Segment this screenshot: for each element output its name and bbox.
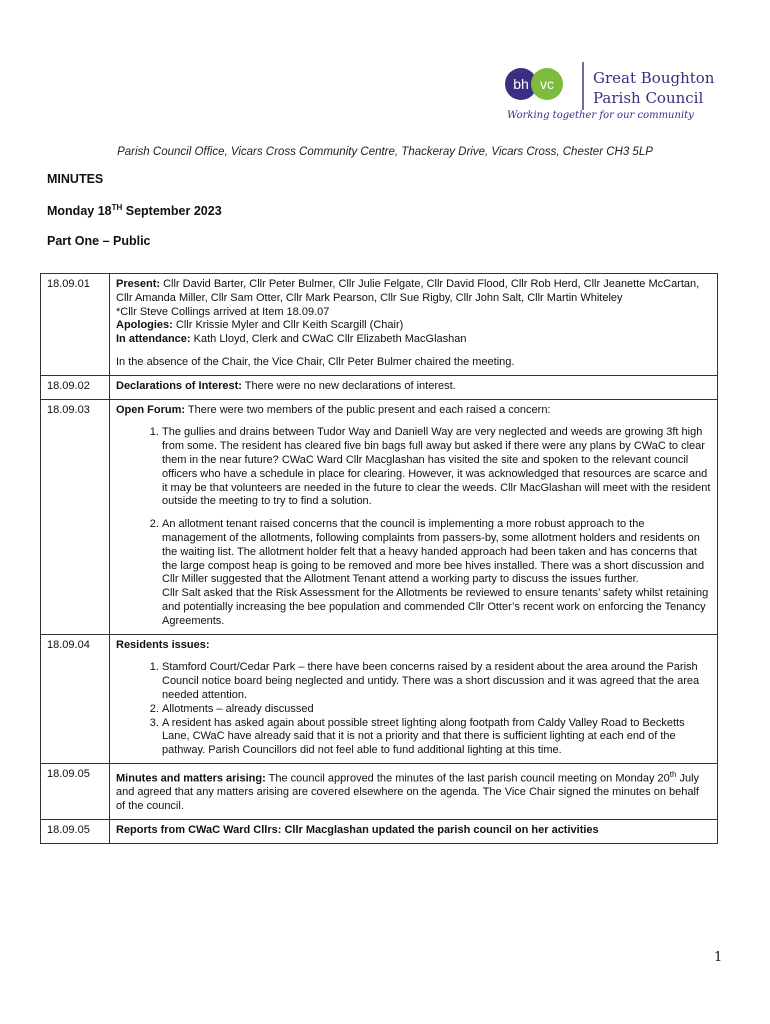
apologies-label: Apologies: — [116, 319, 173, 332]
list-item: 3. A resident has asked again about possible street lighting along footpath from Caldy Valley Road to Becketts Lane, CWaC have already said that it is not a priority and that there is sufficient lighting at each end of the pathway. Parish Councillors did not feel able to fund additional lighting at this time. — [162, 717, 711, 758]
minutes-text-b: July and agreed that any matters arising are covered elsewhere on the agenda. The Vice Chair signed the minutes on behalf of the council. — [116, 772, 700, 813]
residents-line — [116, 639, 711, 653]
logo-org-name — [593, 68, 714, 108]
list-item-followup: Cllr Salt asked that the Risk Assessment for the Allotments be reviewed to ensure tenants’ safety whilst retaining and potentially increasing the bee population and commended Cllr Otter’s recent work on enforcing the Tenancy Agreements. — [162, 587, 709, 627]
table-row — [41, 399, 718, 634]
declarations-text: There were no new declarations of interest. — [241, 379, 456, 392]
reports-text: Reports from CWaC Ward Cllrs: Cllr Macglashan updated the parish council on her activities — [116, 823, 599, 836]
minutes-line — [116, 768, 711, 814]
open-forum-text: There were two members of the public present and each raised a concern: — [185, 403, 551, 416]
list-item — [162, 518, 711, 628]
council-logo — [487, 50, 717, 130]
office-address: Parish Council Office, Vicars Cross Community Centre, Thackeray Drive, Vicars Cross, Chester CH3 5LP — [117, 146, 653, 158]
minutes-table — [40, 273, 718, 844]
item-ref: 18.09.01 — [41, 274, 110, 376]
chair-note: In the absence of the Chair, the Vice Chair, Cllr Peter Bulmer chaired the meeting. — [116, 355, 515, 368]
late-arrival: *Cllr Steve Collings arrived at Item 18.09.07 — [116, 305, 330, 318]
logo-name-line2: Parish Council — [593, 89, 704, 107]
present-text: Cllr David Barter, Cllr Peter Bulmer, Cllr Julie Felgate, Cllr David Flood, Cllr Rob Herd, Cllr Jeanette McCartan, Cllr Amanda Miller, Cllr Sam Otter, Cllr Mark Pearson, Cllr Sue Rigby, Cllr John Salt, Cllr Martin Whiteley — [116, 278, 700, 304]
page-number: 1 — [714, 950, 723, 965]
meeting-date — [47, 203, 222, 218]
table-row — [41, 375, 718, 399]
residents-label: Residents issues: — [116, 638, 210, 651]
item-body — [110, 274, 718, 376]
attendance-text: Kath Lloyd, Clerk and CWaC Cllr Elizabeth MacGlashan — [190, 333, 467, 346]
logo-divider — [582, 62, 584, 110]
list-item-text: An allotment tenant raised concerns that the council is implementing a more robust approach to the management of the allotments, following complaints from passers-by, some allotment holders and residents on the waiting list. The allotment holder felt that a heavy handed approach had been taken and has concerns that the large compost heap is going to be removed and more bee hives installed. There was a short discussion and Cllr Miller suggested that the Allotment Tenant attend a working party to discuss the issues further. — [162, 518, 705, 586]
table-row — [41, 819, 718, 843]
residents-list — [116, 661, 711, 758]
minutes-text-a: The council approved the minutes of the last parish council meeting on Monday 20 — [265, 772, 670, 785]
item-ref: 18.09.05 — [41, 763, 110, 819]
declarations-label: Declarations of Interest: — [116, 379, 242, 392]
list-item: 1. Stamford Court/Cedar Park – there have been concerns raised by a resident about the area around the Parish Council notice board being neglected and untidy. There was a short discussion and it was agreed that the area needed attention. — [162, 661, 711, 702]
minutes-label: Minutes and matters arising: — [116, 772, 266, 785]
logo-name-line1: Great Boughton — [593, 69, 715, 87]
list-item: 2. Allotments – already discussed — [162, 703, 711, 717]
part-title: Part One – Public — [47, 234, 151, 248]
attendance-label: In attendance: — [116, 333, 191, 346]
open-forum-label: Open Forum: — [116, 403, 186, 416]
declarations-line — [116, 380, 711, 394]
present-label: Present: — [116, 278, 161, 290]
item-body — [110, 763, 718, 819]
item-ref: 18.09.05 — [41, 819, 110, 843]
item-ref: 18.09.02 — [41, 375, 110, 399]
minutes-title: MINUTES — [47, 172, 104, 186]
item-ref: 18.09.03 — [41, 399, 110, 634]
present-line — [116, 278, 711, 306]
logo-mark-vc: vc — [531, 68, 563, 100]
reports-line — [116, 824, 711, 838]
item-body — [110, 399, 718, 634]
item-body — [110, 819, 718, 843]
logo-tagline: Working together for our community — [507, 110, 694, 121]
open-forum-line — [116, 404, 711, 418]
minutes-sup: th — [669, 769, 677, 779]
item-body — [110, 634, 718, 763]
table-row — [41, 634, 718, 763]
apologies-line — [116, 319, 711, 333]
table-row — [41, 763, 718, 819]
attendance-line — [116, 333, 711, 347]
meeting-date-sup: TH — [111, 203, 123, 212]
apologies-text: Cllr Krissie Myler and Cllr Keith Scargill (Chair) — [172, 319, 404, 332]
meeting-date-suffix: September 2023 — [122, 204, 222, 219]
table-row — [41, 274, 718, 376]
item-ref: 18.09.04 — [41, 634, 110, 763]
meeting-date-prefix: Monday 18 — [47, 204, 112, 219]
list-item: 1. The gullies and drains between Tudor Way and Daniell Way are very neglected and weeds are growing 3ft high from some. The resident has cleared five bin bags full away but asked if there were any plans by CWaC to clear them in the near future? CWaC Ward Cllr Macglashan has visited the site and spoken to the relevant council officers who have a schedule in place for clearing. However, it was acknowledged that resources are scarce and it may be that volunteers are needed in the future to clear the weeds. Cllr MacGlashan will meet with the resident outside the meeting to try to find a solution. — [162, 426, 711, 509]
item-body — [110, 375, 718, 399]
open-forum-list — [116, 426, 711, 628]
logo-mark-bh: bh — [505, 68, 537, 100]
